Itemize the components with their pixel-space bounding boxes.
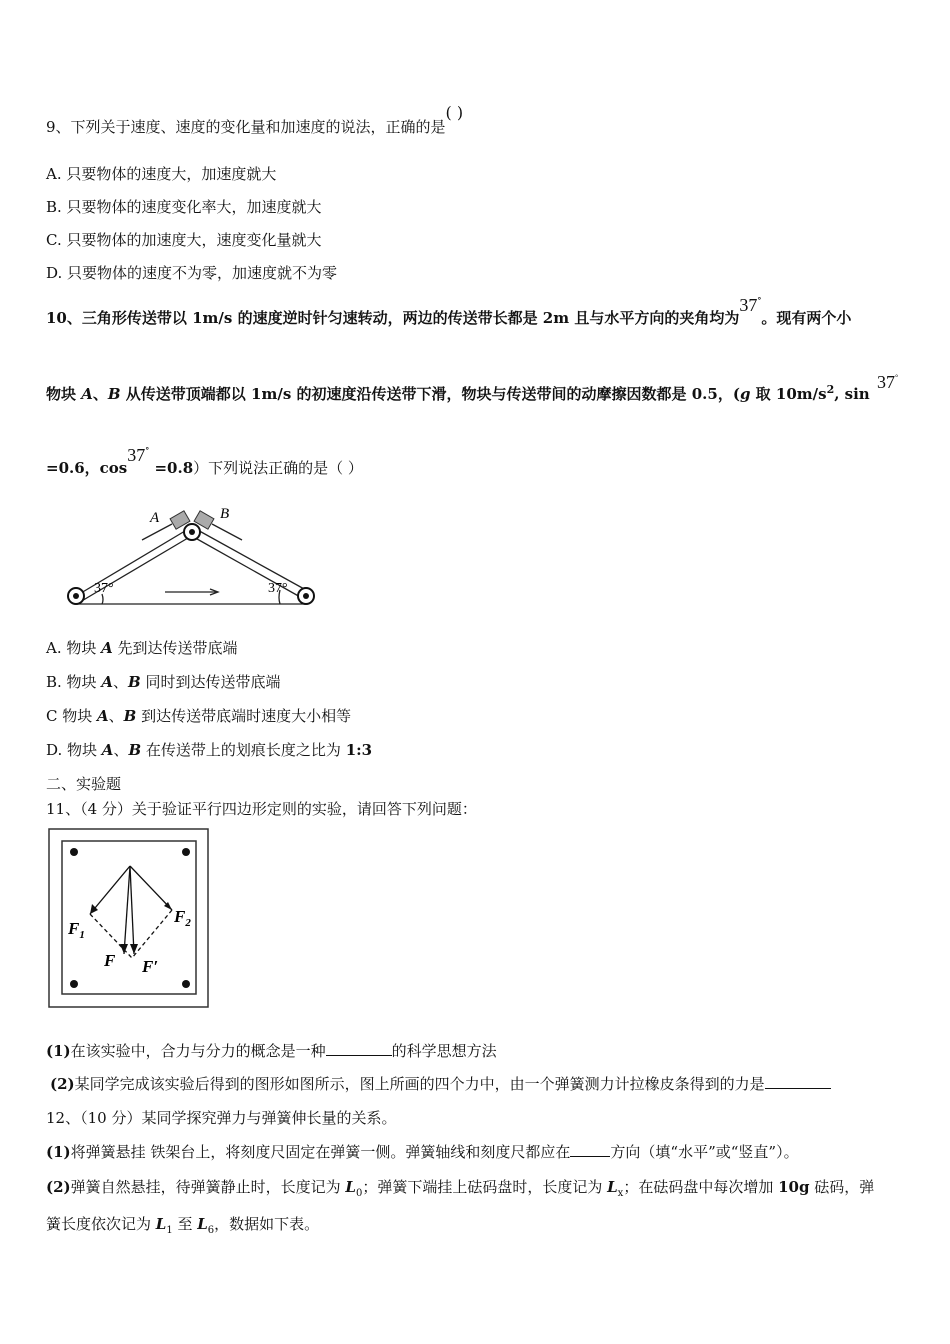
pin-bottom-left xyxy=(70,980,78,988)
part-number: (2) xyxy=(46,1178,71,1196)
force-f-arrow xyxy=(124,866,130,954)
right-belt-upper xyxy=(194,528,306,590)
pulley-left xyxy=(68,588,84,604)
q12-part-2-cont xyxy=(46,1213,319,1236)
q10-text: 、 xyxy=(92,385,108,403)
part-number: (1) xyxy=(46,1042,71,1060)
q10-line-3 xyxy=(46,445,363,478)
q10-text: ）下列说法正确的是（ ） xyxy=(193,459,363,477)
section-heading: 二、实验题 xyxy=(46,775,122,793)
q10-text: 的速度逆时针匀速转动，两边的传送带长都是 xyxy=(232,309,543,327)
angle-label-right: 37° xyxy=(268,581,288,596)
label-f: F xyxy=(104,951,116,970)
q10-text: 取 xyxy=(750,385,776,403)
var-a: A xyxy=(101,639,113,657)
q10-g-value: 10m/s xyxy=(775,385,827,403)
q9-option-c: C. 只要物体的加速度大，速度变化量就大 xyxy=(46,231,322,249)
q10-length: 2m xyxy=(542,309,570,327)
q10-line-1 xyxy=(46,295,852,328)
q10-mu: 0.5 xyxy=(691,385,718,403)
answer-blank[interactable] xyxy=(570,1142,610,1157)
subscript: 0 xyxy=(355,1188,363,1199)
label-fprime: F′ xyxy=(142,957,159,976)
q10-degree: ° xyxy=(757,295,762,305)
q10-option-b xyxy=(46,671,280,692)
q10-sin-angle xyxy=(877,372,898,393)
q10-text: 且与水平方向的夹角均为 xyxy=(569,309,740,327)
q9-answer-paren: ( ) xyxy=(445,103,464,122)
arrowhead-fprime xyxy=(130,944,138,954)
q10-text: 10、三角形传送带以 xyxy=(46,309,193,327)
q10-speed: 1m/s xyxy=(251,385,292,403)
angle-label-left: 37° xyxy=(94,581,114,596)
q10-option-a xyxy=(46,637,238,658)
label-f1-subscript: 1 xyxy=(79,929,85,941)
var-a: A xyxy=(101,673,113,691)
var-a: A xyxy=(101,741,114,759)
q10-sin: , sin xyxy=(834,385,870,403)
subscript: 1 xyxy=(166,1225,173,1236)
pulley-right xyxy=(298,588,314,604)
var-b: B xyxy=(123,707,137,725)
q10-text: 。现有两个小 xyxy=(761,309,852,327)
var-l: L xyxy=(155,1215,167,1233)
q11-part-2 xyxy=(50,1073,831,1094)
q10-angle: 37 xyxy=(127,445,146,465)
q10-text: =0.6，cos xyxy=(46,459,128,477)
pin-top-left xyxy=(70,848,78,856)
q12-stem: 12、（10 分）某同学探究弹力与弹簧伸长量的关系。 xyxy=(46,1109,397,1127)
mass-value: 10g xyxy=(778,1178,810,1196)
part-text: 簧长度依次记为 xyxy=(46,1215,156,1233)
force-f2-arrow xyxy=(130,866,172,910)
q9-stem-text: 9、下列关于速度、速度的变化量和加速度的说法，正确的是 xyxy=(46,118,446,136)
dashed-side-right xyxy=(132,910,172,958)
answer-blank[interactable] xyxy=(765,1074,831,1089)
q10-degree: ° xyxy=(145,445,150,455)
label-f2 xyxy=(173,907,191,929)
q10-option-c xyxy=(46,705,351,726)
option-text: 、 xyxy=(113,741,129,759)
q9-option-b: B. 只要物体的速度变化率大，加速度就大 xyxy=(46,198,322,216)
arrow-b xyxy=(212,524,242,540)
conveyor-figure xyxy=(60,498,330,613)
option-prefix: B. 物块 xyxy=(46,673,102,691)
q11-stem: 11、（4 分）关于验证平行四边形定则的实验，请回答下列问题： xyxy=(46,800,477,818)
option-text: 、 xyxy=(108,707,124,725)
part-text: ，数据如下表。 xyxy=(214,1215,320,1233)
q10-line-2 xyxy=(46,383,870,404)
option-text: 在传送带上的划痕长度之比为 xyxy=(141,741,346,759)
part-text: 将弹簧悬挂 铁架台上，将刻度尺固定在弹簧一侧。弹簧轴线和刻度尺都应在 xyxy=(70,1143,571,1161)
option-text: 、 xyxy=(112,673,128,691)
label-a: A xyxy=(150,510,160,526)
var-l: L xyxy=(197,1215,208,1233)
answer-blank[interactable] xyxy=(326,1041,392,1056)
pulley-top xyxy=(184,524,200,540)
option-text: 同时到达传送带底端 xyxy=(140,673,281,691)
part-text: 某同学完成该实验后得到的图形如图所示，图上所画的四个力中，由一个弹簧测力计拉橡皮条得到的力是 xyxy=(74,1075,765,1093)
q10-degree: ° xyxy=(895,373,899,382)
part-text: ；弹簧下端挂上砝码盘时，长度记为 xyxy=(362,1178,608,1196)
option-prefix: C 物块 xyxy=(46,707,98,725)
q11-part-1 xyxy=(46,1040,497,1061)
parallelogram-figure xyxy=(48,828,210,1010)
pin-top-right xyxy=(182,848,190,856)
label-f1 xyxy=(67,919,85,941)
q10-angle: 37 xyxy=(877,372,895,392)
force-f1-arrow xyxy=(90,866,130,914)
var-b: B xyxy=(127,673,141,691)
var-a: A xyxy=(81,385,93,403)
var-b: B xyxy=(128,741,142,759)
part-text: 弹簧自然悬挂，待弹簧静止时，长度记为 xyxy=(70,1178,346,1196)
pin-bottom-right xyxy=(182,980,190,988)
q12-part-1 xyxy=(46,1141,799,1162)
option-text: 到达传送带底端时速度大小相等 xyxy=(136,707,352,725)
part-number: (2) xyxy=(50,1075,75,1093)
part-text: ；在砝码盘中每次增加 xyxy=(623,1178,779,1196)
part-text: 在该实验中，合力与分力的概念是一种 xyxy=(70,1042,326,1060)
q10-angle: 37 xyxy=(739,295,758,315)
q12-part-2 xyxy=(46,1176,874,1199)
q10-speed: 1m/s xyxy=(192,309,233,327)
ratio: 1:3 xyxy=(345,741,373,759)
arrow-a xyxy=(142,524,172,540)
q10-text: 从传送带顶端都以 xyxy=(120,385,252,403)
label-f2-letter: F xyxy=(174,907,186,926)
label-b: B xyxy=(220,506,230,522)
label-f2-subscript: 2 xyxy=(185,917,191,929)
q10-exponent: 2 xyxy=(826,383,835,396)
q10-text: 物块 xyxy=(46,385,82,403)
var-a: A xyxy=(97,707,109,725)
option-prefix: D. 物块 xyxy=(46,741,102,759)
subscript: 6 xyxy=(207,1225,215,1236)
var-l: L xyxy=(345,1178,356,1196)
part-number: (1) xyxy=(46,1143,71,1161)
part-text: 方向（填“水平”或“竖直”）。 xyxy=(610,1143,799,1161)
q10-text: =0.8 xyxy=(149,459,194,477)
q10-option-d xyxy=(46,739,372,760)
var-g: g xyxy=(739,385,751,403)
part-text: 的科学思想方法 xyxy=(391,1042,497,1060)
q10-text: ，( xyxy=(717,385,740,403)
part-text: 砝码，弹 xyxy=(809,1178,875,1196)
subscript: x xyxy=(617,1188,624,1199)
part-text: 至 xyxy=(172,1215,198,1233)
option-text: 先到达传送带底端 xyxy=(112,639,238,657)
label-f1-letter: F xyxy=(68,919,80,938)
q9-option-d: D. 只要物体的速度不为零，加速度就不为零 xyxy=(46,264,338,282)
q9-stem xyxy=(46,103,464,137)
var-l: L xyxy=(607,1178,618,1196)
arrowhead-f xyxy=(120,944,128,954)
force-fprime-arrow xyxy=(130,866,134,954)
option-prefix: A. 物块 xyxy=(46,639,102,657)
q10-text: 的初速度沿传送带下滑，物块与传送带间的动摩擦因数都是 xyxy=(291,385,692,403)
q9-option-a: A. 只要物体的速度大，加速度就大 xyxy=(46,165,277,183)
var-b: B xyxy=(107,385,121,403)
